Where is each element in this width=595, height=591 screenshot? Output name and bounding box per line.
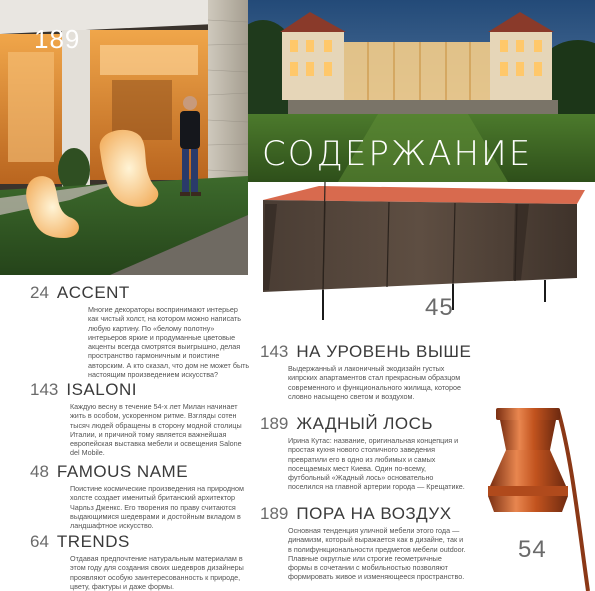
entry-title: НА УРОВЕНЬ ВЫШЕ xyxy=(296,342,472,361)
entry-title: ПОРА НА ВОЗДУХ xyxy=(296,504,452,523)
entry-page-number: 48 xyxy=(30,462,49,481)
entry-page-number: 143 xyxy=(30,380,59,399)
page-number-54: 54 xyxy=(518,536,547,563)
entry-description: Отдавая предпочтение натуральным материалам в этом году для создания своих шедевров дизайнеры проявляют особую заинтересованность к природе, цвету, фактуры и даже формы. xyxy=(70,554,244,591)
contents-entry-famous-name[interactable] xyxy=(30,462,250,530)
contents-title: СОДЕРЖАНИЕ xyxy=(262,134,533,174)
page-number-45: 45 xyxy=(425,294,454,321)
entry-description: Основная тенденция уличной мебели этого года — динамизм, который выражается как в дизайне, так и в полифункциональности предметов мебели outdoor. Плавные округлые или строгие геометричные формы в сочетании с мобильностью позволяют формировать живое и изменяющееся пространство. xyxy=(288,526,466,582)
entry-title: ISALONI xyxy=(66,380,137,399)
entry-title: ЖАДНЫЙ ЛОСЬ xyxy=(296,414,434,433)
villa-photo xyxy=(248,0,595,182)
entry-page-number: 143 xyxy=(260,342,289,361)
contents-entry-pora-na-vozdukh[interactable] xyxy=(260,504,470,582)
sideboard-photo xyxy=(255,182,595,322)
entry-description: Ирина Кутас: название, оригинальная концепция и простая кухня нового столичного заведения превратили его в одно из любимых и самых посещаемых мест Киева. Один по-всему, футбольный «Жадный лось» основательно поселился на главной артерии города — Крещатике. xyxy=(288,436,465,492)
entry-page-number: 24 xyxy=(30,283,49,302)
entry-page-number: 189 xyxy=(260,504,289,523)
entry-description: Выдержанный и лаконичный экодизайн густых кипрских апартаментов стал прекрасным образцом современного и функционального жилища, которое словно насыщено светом и воздухом. xyxy=(288,364,462,401)
entry-description: Поистине космические произведения на природном холсте создает именитый британский архитектор Чарльз Дженкс. Его творения по праву считаются выдающимися шедеврами и достойным вкладом в ландшафтное искусство. xyxy=(70,484,244,531)
lamp-photo xyxy=(470,400,595,591)
contents-entry-isaloni[interactable] xyxy=(30,380,250,458)
page-number-189: 189 xyxy=(34,24,81,54)
contents-entry-na-uroven-vyshe[interactable] xyxy=(260,342,480,401)
entry-description: Многие декораторы воспринимают интерьер как чистый холст, на котором можно написать любую картину. По «белому полотну» интерьеров яркие и продуманные цветовые акценты всегда смотрятся выигрышно, делая пространство гармоничным и поистине авторским. А кто сказал, что дом не может быть настоящим произведением искусства? xyxy=(88,305,250,380)
entry-title: FAMOUS NAME xyxy=(56,462,189,481)
entry-title: TRENDS xyxy=(56,532,130,551)
contents-entry-zhadnyy-los[interactable] xyxy=(260,414,470,492)
entry-page-number: 189 xyxy=(260,414,289,433)
entry-page-number: 64 xyxy=(30,532,49,551)
terrace-photo xyxy=(0,0,248,275)
entry-title: ACCENT xyxy=(56,283,130,302)
contents-entry-trends[interactable] xyxy=(30,532,250,591)
contents-entry-accent[interactable] xyxy=(30,283,250,379)
entry-description: Каждую весну в течение 54-х лет Милан начинает жить в особом, ускоренном ритме. Взгляды сотен тысяч людей обращены в сторону модной столицы Италии, и причиной тому является важнейшая европейская выставка мебели и освещения Salone del Mobile. xyxy=(70,402,242,458)
